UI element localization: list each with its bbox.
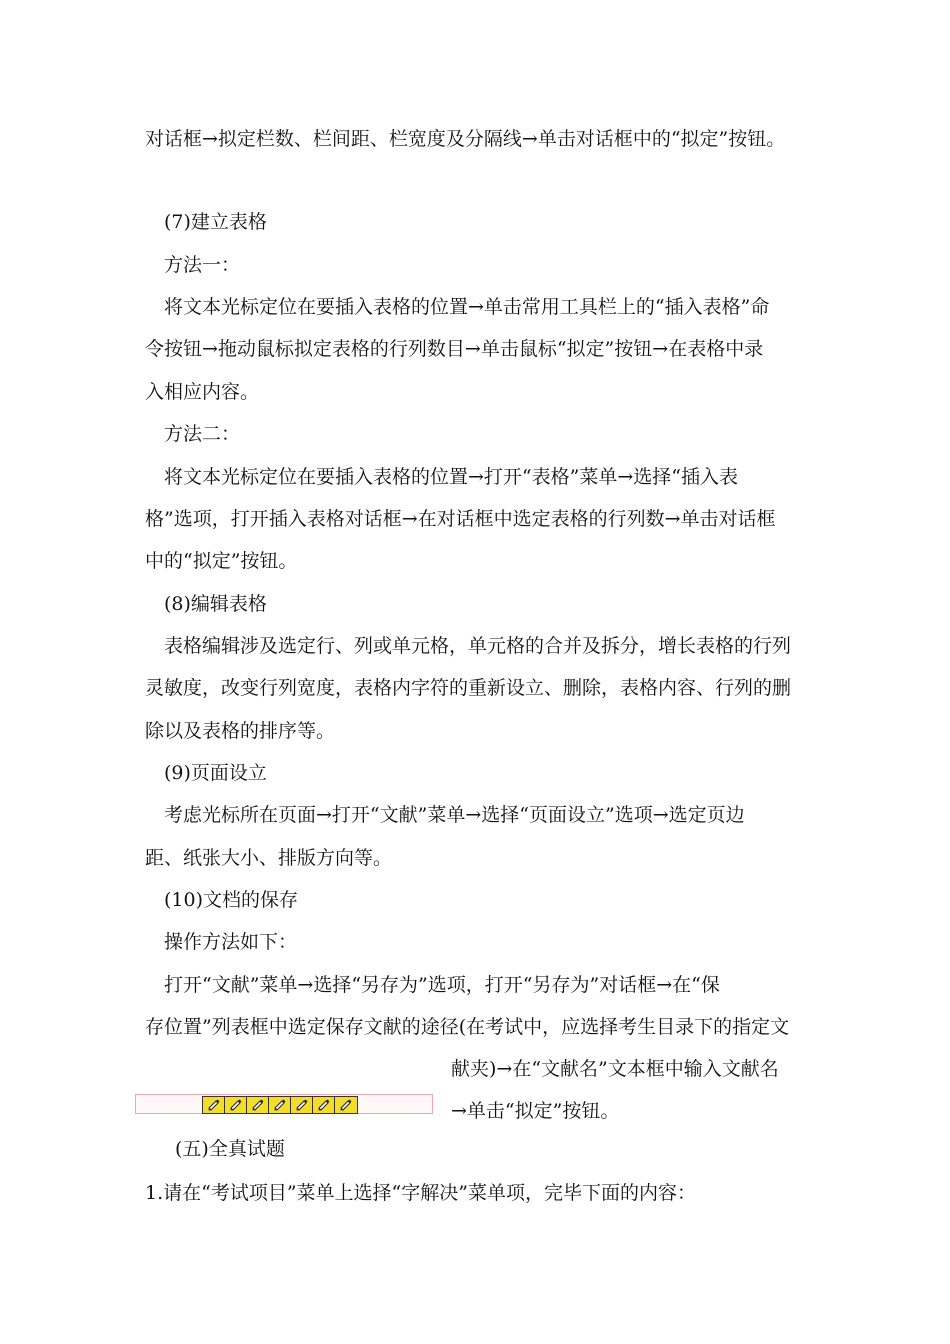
section-heading: (8)编辑表格 — [164, 593, 267, 615]
text-line: 将文本光标定位在要插入表格的位置→单击常用工具栏上的“插入表格”命 — [164, 296, 770, 318]
text-line: 令按钮→拖动鼠标拟定表格的行列数目→单击鼠标“拟定”按钮→在表格中录 — [145, 338, 764, 360]
embedded-toolbar-image — [135, 1094, 433, 1114]
text-line: 对话框→拟定栏数、栏间距、栏宽度及分隔线→单击对话框中的“拟定”按钮。 — [145, 128, 786, 150]
pen-icon — [225, 1097, 247, 1113]
pen-icon — [269, 1097, 291, 1113]
text-line: 中的“拟定”按钮。 — [145, 550, 298, 572]
text-line: 献夹)→在“文献名”文本框中输入文献名 — [451, 1058, 779, 1080]
pen-icon — [247, 1097, 269, 1113]
pen-icon — [313, 1097, 335, 1113]
text-line: 考虑光标所在页面→打开“文献”菜单→选择“页面设立”选项→选定页边 — [164, 804, 745, 826]
section-heading: (五)全真试题 — [175, 1138, 285, 1160]
text-line: 将文本光标定位在要插入表格的位置→打开“表格”菜单→选择“插入表 — [164, 466, 738, 488]
text-line: →单击“拟定”按钮。 — [451, 1100, 620, 1122]
pen-icon — [203, 1097, 225, 1113]
toolbar-icon-strip — [202, 1096, 358, 1114]
text-line: 操作方法如下： — [164, 931, 298, 953]
text-line: 表格编辑涉及选定行、列或单元格，单元格的合并及拆分，增长表格的行列 — [164, 635, 792, 657]
pen-icon — [291, 1097, 313, 1113]
method-label: 方法二： — [164, 423, 241, 445]
text-line: 入相应内容。 — [145, 381, 260, 403]
section-heading: (10)文档的保存 — [164, 889, 299, 911]
question-line: 1.请在“考试项目”菜单上选择“字解决”菜单项，完毕下面的内容： — [145, 1182, 696, 1204]
method-label: 方法一： — [164, 254, 241, 276]
text-line: 灵敏度，改变行列宽度，表格内字符的重新设立、删除，表格内容、行列的删 — [145, 677, 792, 699]
section-heading: (7)建立表格 — [164, 211, 267, 233]
text-line: 存位置”列表框中选定保存文献的途径(在考试中，应选择考生目录下的指定文 — [145, 1016, 790, 1038]
pen-icon — [335, 1097, 357, 1113]
text-line: 除以及表格的排序等。 — [145, 720, 336, 742]
text-line: 距、纸张大小、排版方向等。 — [145, 847, 393, 869]
text-line: 打开“文献”菜单→选择“另存为”选项，打开“另存为”对话框→在“保 — [164, 974, 720, 996]
text-line: 格”选项，打开插入表格对话框→在对话框中选定表格的行列数→单击对话框 — [145, 508, 776, 530]
section-heading: (9)页面设立 — [164, 762, 267, 784]
